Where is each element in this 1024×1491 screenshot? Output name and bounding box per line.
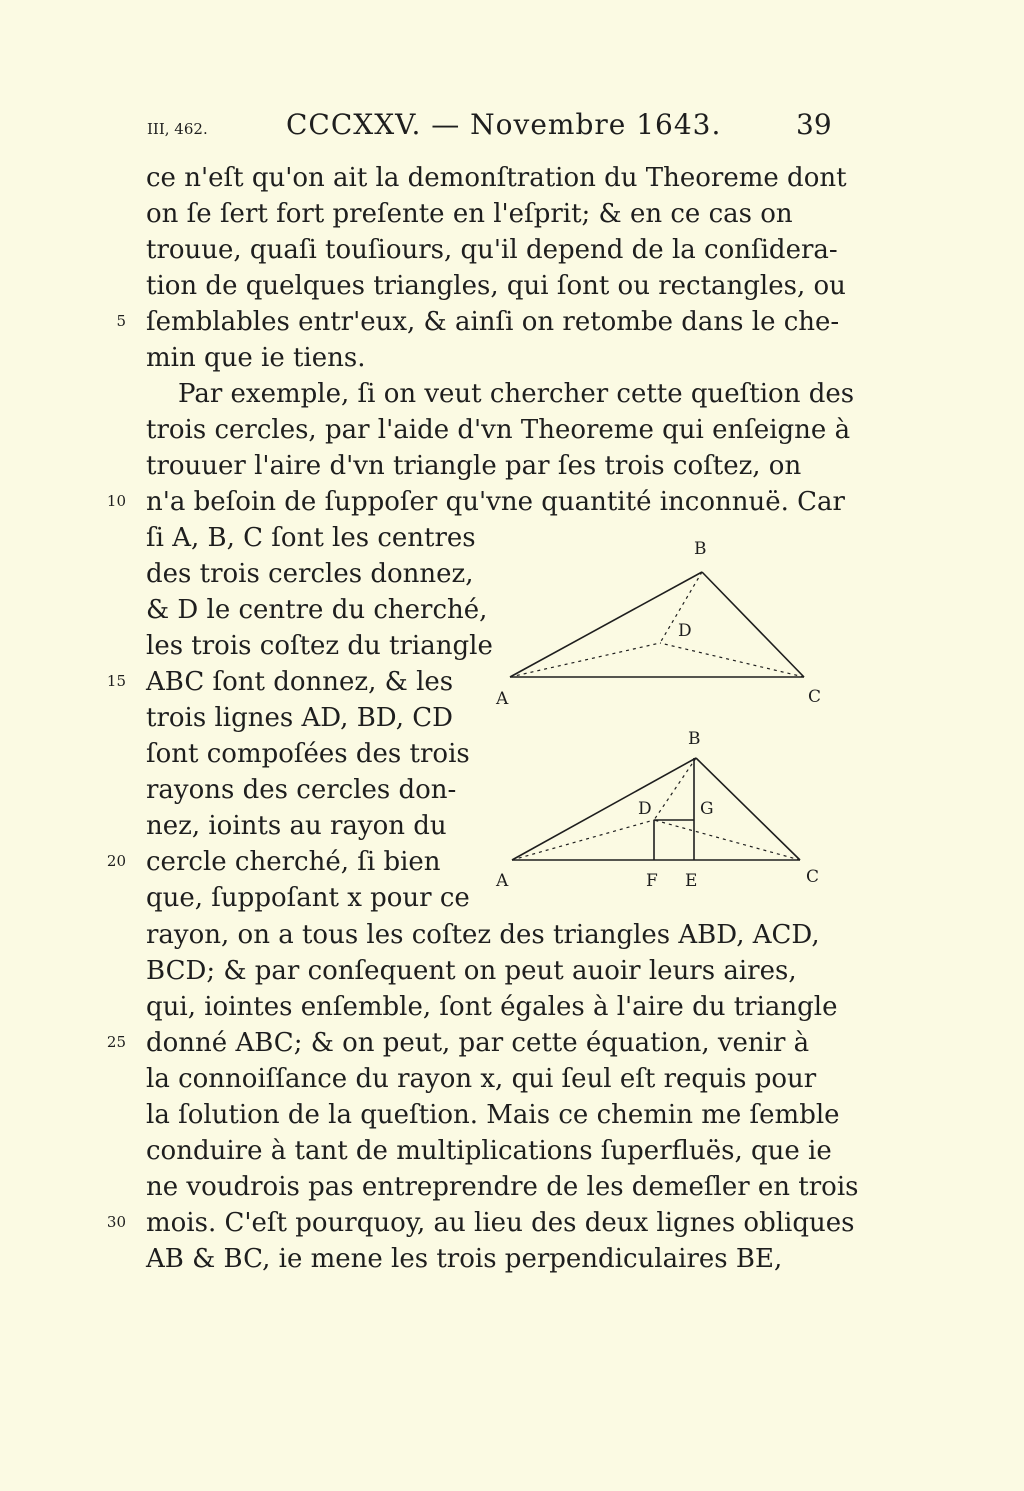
line-number: 30 xyxy=(106,1213,126,1231)
label-c: C xyxy=(806,867,820,887)
running-header xyxy=(0,108,1024,152)
label-e: E xyxy=(685,871,698,891)
line-number: 5 xyxy=(116,312,126,330)
page-number: 39 xyxy=(796,108,832,141)
text-line: & D le centre du cherché, xyxy=(146,595,488,625)
edge-bc xyxy=(702,572,804,677)
text-line: tion de quelques triangles, qui ſont ou rectangles, ou xyxy=(146,271,846,301)
text-line: ſi A, B, C ſont les centres xyxy=(146,523,476,553)
label-a: A xyxy=(496,689,509,709)
text-line: BCD; & par conſequent on peut auoir leurs aires, xyxy=(146,956,797,986)
text-line: trois lignes AD, BD, CD xyxy=(146,703,453,733)
text-line: ne voudrois pas entreprendre de les demeſler en trois xyxy=(146,1172,859,1202)
edge-ab xyxy=(512,758,696,860)
text-line: n'a beſoin de ſuppoſer qu'vne quantité inconnuë. Car xyxy=(146,487,845,517)
segment-ad xyxy=(512,820,654,860)
label-f: F xyxy=(646,871,658,891)
text-line: ſont compoſées des trois xyxy=(146,739,470,769)
text-line: ABC ſont donnez, & les xyxy=(146,667,454,697)
line-number: 10 xyxy=(106,492,126,510)
segment-bd xyxy=(654,758,696,820)
text-line: AB & BC, ie mene les trois perpendiculaires BE, xyxy=(146,1244,783,1274)
volume-reference: III, 462. xyxy=(147,120,208,138)
text-line: la connoiſſance du rayon x, qui ſeul eſt requis pour xyxy=(146,1064,817,1094)
text-line: ce n'eſt qu'on ait la demonſtration du Theoreme dont xyxy=(146,163,847,193)
text-line: que, ſuppoſant x pour ce xyxy=(146,883,470,913)
text-line: la ſolution de la queſtion. Mais ce chemin me ſemble xyxy=(146,1100,840,1130)
text-line: on ſe ſert fort preſente en l'eſprit; & en ce cas on xyxy=(146,199,793,229)
text-line: mois. C'eſt pourquoy, au lieu des deux lignes obliques xyxy=(146,1208,855,1238)
text-line: qui, iointes enſemble, ſont égales à l'aire du triangle xyxy=(146,992,838,1022)
text-line: nez, ioints au rayon du xyxy=(146,811,447,841)
line-number: 15 xyxy=(106,672,126,690)
line-number: 25 xyxy=(106,1033,126,1051)
text-line: min que ie tiens. xyxy=(146,343,366,373)
text-line: rayon, on a tous les coſtez des triangles ABD, ACD, xyxy=(146,920,820,950)
line-number: 20 xyxy=(106,852,126,870)
text-line: cercle cherché, ſi bien xyxy=(146,847,441,877)
label-d: D xyxy=(678,621,692,641)
label-d: D xyxy=(638,799,652,819)
text-line: des trois cercles donnez, xyxy=(146,559,474,589)
segment-cd xyxy=(654,820,800,860)
letter-title: CCCXXV. — Novembre 1643. xyxy=(286,108,722,141)
text-line: les trois coſtez du triangle xyxy=(146,631,493,661)
text-line: conduire à tant de multiplications ſuperfluës, que ie xyxy=(146,1136,832,1166)
text-line: donné ABC; & on peut, par cette équation, venir à xyxy=(146,1028,810,1058)
segment-cd xyxy=(660,643,804,677)
text-line: trouue, quaſi touſiours, qu'il depend de la conſidera- xyxy=(146,235,838,265)
edge-ab xyxy=(510,572,702,677)
text-line: rayons des cercles don- xyxy=(146,775,457,805)
segment-ad xyxy=(510,643,660,677)
triangle-figure-perpendiculars xyxy=(480,722,840,892)
text-line: Par exemple, ſi on veut chercher cette queſtion des xyxy=(178,379,855,409)
label-g: G xyxy=(700,799,714,819)
text-line: trois cercles, par l'aide d'vn Theoreme qui enſeigne à xyxy=(146,415,851,445)
label-b: B xyxy=(694,539,707,559)
label-c: C xyxy=(808,687,822,707)
label-a: A xyxy=(496,871,509,891)
text-line: trouuer l'aire d'vn triangle par ſes trois coſtez, on xyxy=(146,451,802,481)
text-line: ſemblables entr'eux, & ainſi on retombe dans le che- xyxy=(146,307,840,337)
triangle-figure-abc-d xyxy=(480,530,840,720)
label-b: B xyxy=(688,729,701,749)
